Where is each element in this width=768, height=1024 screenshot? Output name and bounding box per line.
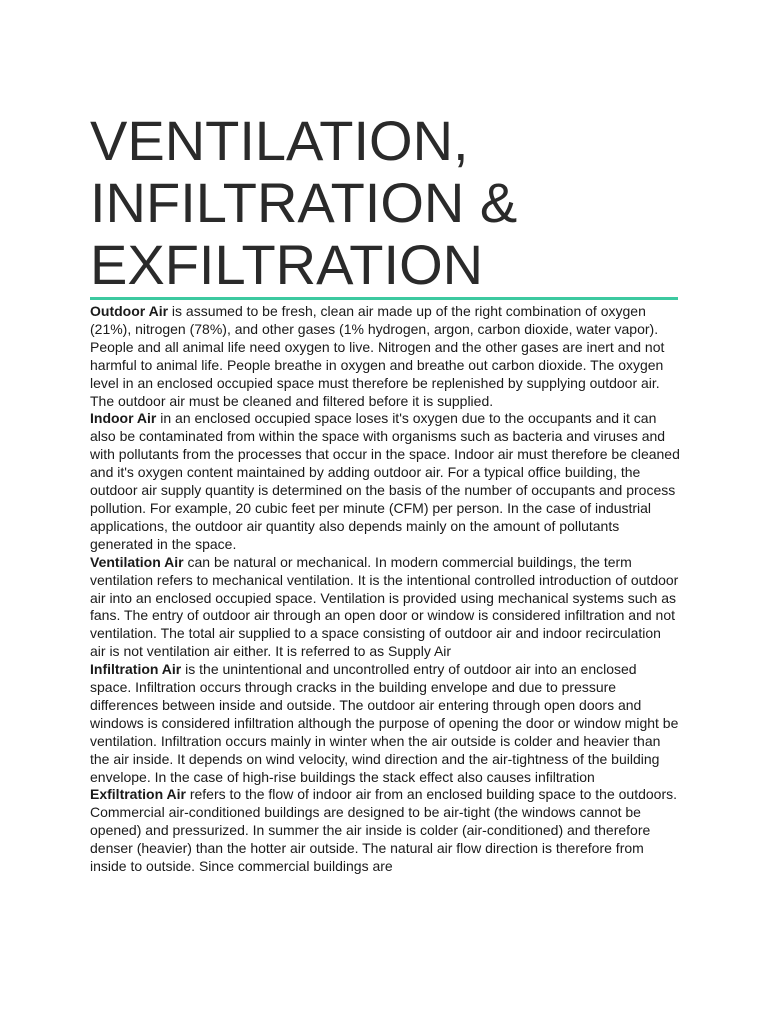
title-line-3: EXFILTRATION <box>90 233 484 296</box>
paragraph-outdoor-air <box>90 303 680 410</box>
term-infiltration-air: Infiltration Air <box>90 661 182 678</box>
paragraph-infiltration-air <box>90 661 680 786</box>
term-outdoor-air: Outdoor Air <box>90 303 169 319</box>
term-ventilation-air: Ventilation Air <box>90 553 184 570</box>
paragraph-text: can be natural or mechanical. In modern commercial buildings, the term ventilation refers to mechanical ventilation. It is the intentional controlled introduction of outdoor air into an enclosed occupied space. Ventilation is provided using mechanical systems such as fans. The entry of outdoor air through an open door or window is considered infiltration and not ventilation. The total air supplied to a space consisting of outdoor air and indoor recirculation air is not ventilation air either. It is referred to as Supply Air <box>90 553 679 660</box>
paragraph-indoor-air <box>90 410 680 553</box>
paragraph-text: refers to the flow of indoor air from an enclosed building space to the outdoors. Commercial air-conditioned buildings are designed to be air-tight (the windows cannot be opened) and pressurized. In summer the air inside is colder (air-conditioned) and therefore denser (heavier) than the hotter air outside. The natural air flow direction is therefore from inside to outside. Since commercial buildings are <box>90 786 677 875</box>
title-divider <box>90 297 678 300</box>
paragraph-text: in an enclosed occupied space loses it's oxygen due to the occupants and it can also be contaminated from within the space with organisms such as bacteria and viruses and with pollutants from the processes that occur in the space. Indoor air must therefore be cleaned and it's oxygen content maintained by adding outdoor air. For a typical office building, the outdoor air supply quantity is determined on the basis of the number of occupants and process pollution. For example, 20 cubic feet per minute (CFM) per person. In the case of industrial applications, the outdoor air quantity also depends mainly on the amount of pollutants generated in the space. <box>90 410 680 552</box>
page-title <box>90 110 680 296</box>
paragraph-text: is assumed to be fresh, clean air made up of the right combination of oxygen (21%), nitrogen (78%), and other gases (1% hydrogen, argon, carbon dioxide, water vapor). People and all animal life need oxygen to live. Nitrogen and the other gases are inert and not harmful to animal life. People breathe in oxygen and breathe out carbon dioxide. The oxygen level in an enclosed occupied space must therefore be replenished by supplying outdoor air. The outdoor air must be cleaned and filtered before it is supplied. <box>90 303 665 409</box>
title-line-1: VENTILATION, <box>90 109 469 172</box>
term-exfiltration-air: Exfiltration Air <box>90 786 186 803</box>
document-body <box>90 303 680 876</box>
term-indoor-air: Indoor Air <box>90 410 157 427</box>
paragraph-exfiltration-air <box>90 786 680 876</box>
title-line-2: INFILTRATION & <box>90 171 518 234</box>
paragraph-text: is the unintentional and uncontrolled entry of outdoor air into an enclosed space. Infiltration occurs through cracks in the building envelope and due to pressure differences between inside and outside. The outdoor air entering through open doors and windows is considered infiltration although the purpose of opening the door or window might be ventilation. Infiltration occurs mainly in winter when the air outside is colder and heavier than the air inside. It depends on wind velocity, wind direction and the air-tightness of the building envelope. In the case of high-rise buildings the stack effect also causes infiltration <box>90 661 679 785</box>
paragraph-ventilation-air <box>90 554 680 661</box>
